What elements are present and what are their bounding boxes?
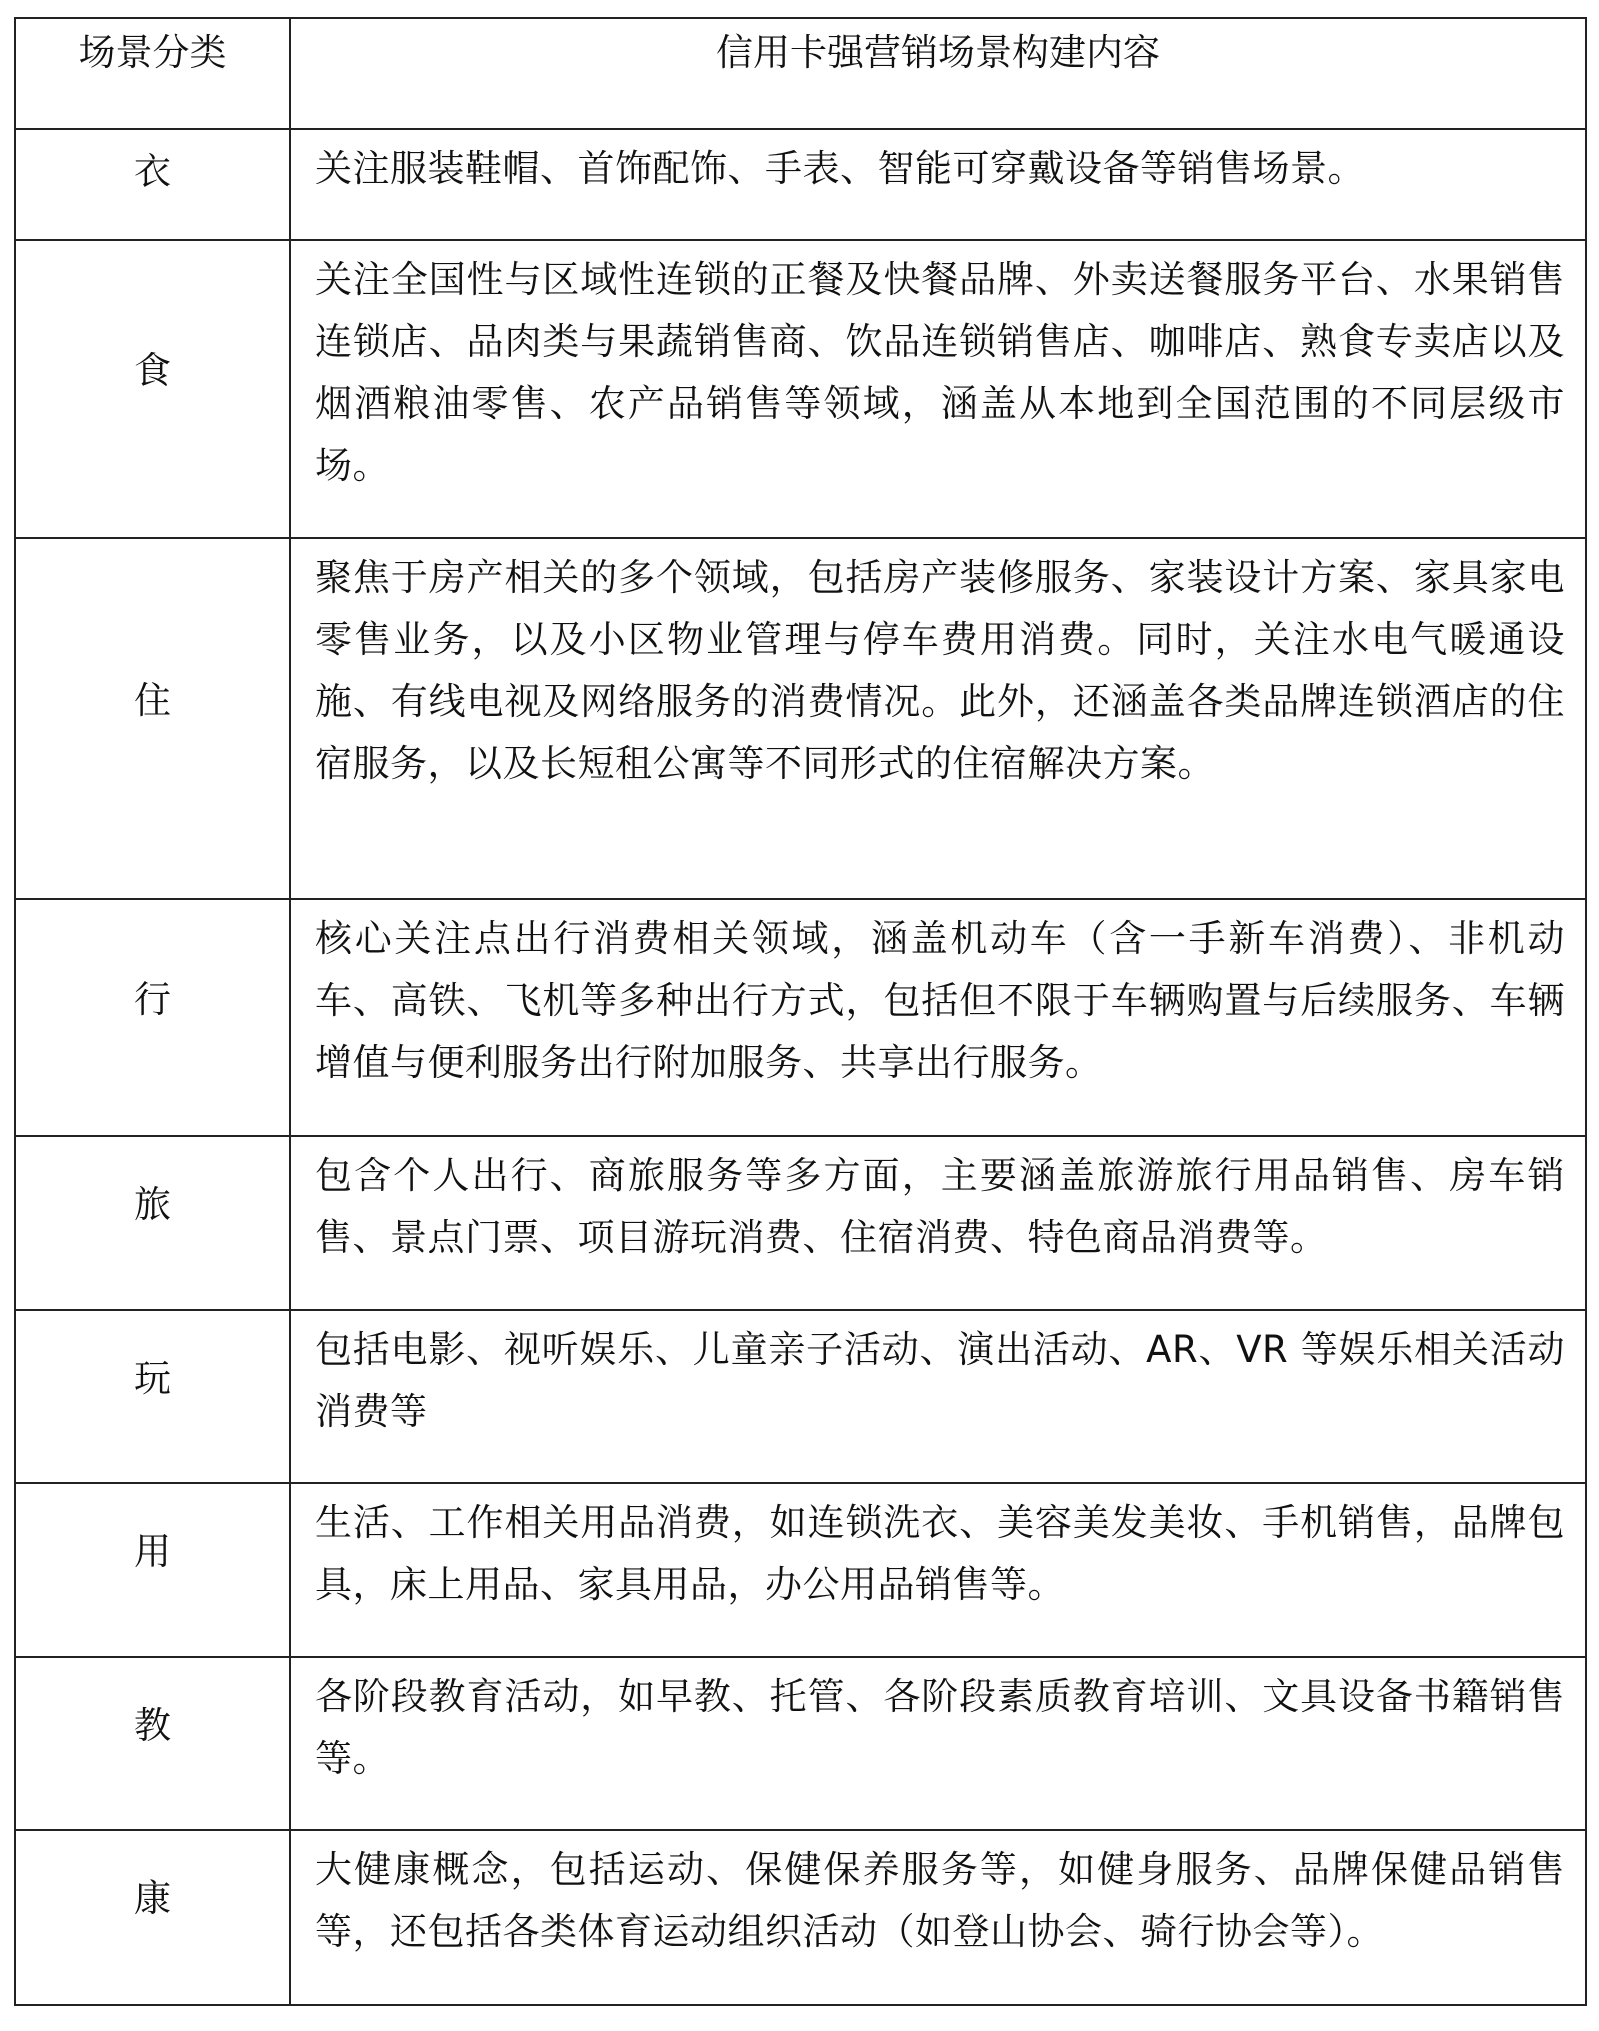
table-row [15,1136,1586,1310]
table-row [15,1483,1586,1657]
category-label: 教 [134,1704,171,1747]
category-cell [15,1136,290,1310]
table-row [15,538,1586,899]
category-cell [15,899,290,1136]
table-row [15,240,1586,538]
content-text: 包括电影、视听娱乐、儿童亲子活动、演出活动、AR、VR 等娱乐相关活动消费等 [315,1328,1565,1433]
category-cell [15,1830,290,2005]
category-label: 旅 [134,1183,171,1226]
content-text: 聚焦于房产相关的多个领域，包括房产装修服务、家装设计方案、家具家电零售业务，以及小区物业管理与停车费用消费。同时，关注水电气暖通设施、有线电视及网络服务的消费情况。此外，还涵盖各类品牌连锁酒店的住宿服务，以及长短租公寓等不同形式的住宿解决方案。 [315,556,1565,785]
category-cell [15,129,290,240]
content-text: 各阶段教育活动，如早教、托管、各阶段素质教育培训、文具设备书籍销售等。 [315,1675,1565,1780]
category-label: 玩 [134,1357,171,1400]
category-cell [15,1310,290,1483]
category-label: 食 [134,349,171,392]
content-text: 生活、工作相关用品消费，如连锁洗衣、美容美发美妆、手机销售，品牌包具，床上用品、家具用品，办公用品销售等。 [315,1501,1565,1606]
content-text: 包含个人出行、商旅服务等多方面，主要涵盖旅游旅行用品销售、房车销售、景点门票、项目游玩消费、住宿消费、特色商品消费等。 [315,1154,1565,1259]
header-content-label: 信用卡强营销场景构建内容 [716,31,1160,74]
table-row [15,129,1586,240]
content-cell [290,1483,1586,1657]
category-label: 行 [134,978,171,1021]
category-cell [15,1483,290,1657]
header-category-label: 场景分类 [78,31,227,74]
content-cell [290,538,1586,899]
content-text: 大健康概念，包括运动、保健保养服务等，如健身服务、品牌保健品销售等，还包括各类体育运动组织活动（如登山协会、骑行协会等）。 [315,1848,1565,1953]
content-cell [290,240,1586,538]
table-row [15,1830,1586,2005]
scenario-table [14,17,1587,2006]
content-cell [290,129,1586,240]
content-cell [290,899,1586,1136]
content-cell [290,1310,1586,1483]
category-cell [15,1657,290,1830]
category-cell [15,240,290,538]
table-header-row [15,18,1586,129]
category-label: 康 [134,1877,171,1920]
category-label: 住 [134,679,171,722]
content-text: 关注全国性与区域性连锁的正餐及快餐品牌、外卖送餐服务平台、水果销售连锁店、品肉类与果蔬销售商、饮品连锁销售店、咖啡店、熟食专卖店以及烟酒粮油零售、农产品销售等领域，涵盖从本地到全国范围的不同层级市场。 [315,258,1565,487]
content-cell [290,1657,1586,1830]
category-label: 用 [134,1530,171,1573]
header-content-cell [290,18,1586,129]
table-row [15,1310,1586,1483]
content-text: 关注服装鞋帽、首饰配饰、手表、智能可穿戴设备等销售场景。 [315,147,1365,190]
content-cell [290,1136,1586,1310]
table-row [15,1657,1586,1830]
content-text: 核心关注点出行消费相关领域，涵盖机动车（含一手新车消费）、非机动车、高铁、飞机等多种出行方式，包括但不限于车辆购置与后续服务、车辆增值与便利服务出行附加服务、共享出行服务。 [315,917,1565,1084]
header-category-cell [15,18,290,129]
category-cell [15,538,290,899]
table-row [15,899,1586,1136]
content-cell [290,1830,1586,2005]
category-label: 衣 [134,150,171,193]
